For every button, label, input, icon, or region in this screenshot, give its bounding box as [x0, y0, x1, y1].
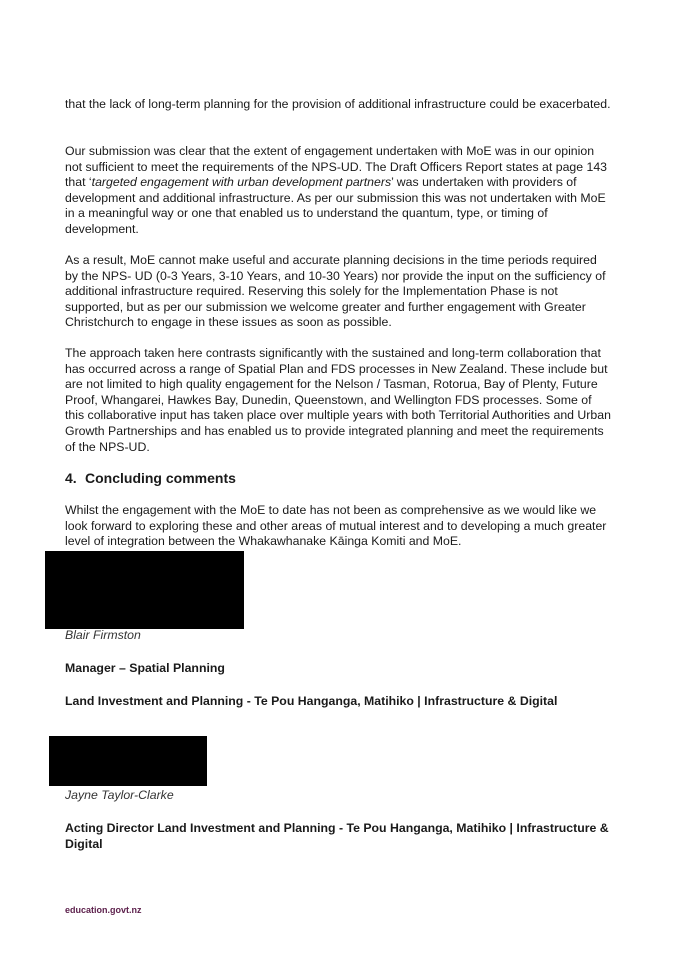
section-number: 4.: [65, 470, 77, 486]
paragraph-engagement-submission: [65, 144, 613, 238]
signatory-2-role: Acting Director Land Investment and Planning - Te Pou Hanganga, Matihiko | Infrastructure & Digital: [65, 821, 609, 851]
signatory-1-role: Manager – Spatial Planning: [65, 661, 225, 675]
paragraph-concluding-remarks: Whilst the engagement with the MoE to date has not been as comprehensive as we would like we look forward to exploring these and other areas of mutual interest and to developing a much greater level of integration between the Whakawhanake Kāinga Komiti and MoE.: [65, 503, 607, 549]
redacted-signature-2: [49, 736, 207, 786]
section-title: Concluding comments: [85, 470, 236, 486]
quoted-report-phrase: targeted engagement with urban development partners: [91, 175, 392, 190]
footer-website: education.govt.nz: [65, 905, 142, 915]
paragraph-engagement-text-start: Our submission was clear that the extent of engagement undertaken with MoE was in our opinion not sufficient to meet the requirements of the NPS-UD. The Draft Officers Report states at page 143 that ‘: [65, 144, 608, 190]
paragraph-planning-decisions: As a result, MoE cannot make useful and accurate planning decisions in the time periods required by the NPS- UD (0-3 Years, 3-10 Years, and 10-30 Years) nor provide the input on the sufficiency of additional infrastructure required. Reserving this solely for the Implementation Phase is not supported, but as per our submission we welcome greater and further engagement with Greater Christchurch to engage in these issues as soon as possible.: [65, 253, 606, 330]
signatory-1-name: Blair Firmston: [65, 628, 141, 642]
paragraph-infrastructure-planning: that the lack of long-term planning for the provision of additional infrastructure could be exacerbated.: [65, 97, 611, 111]
redacted-signature-1: [45, 551, 244, 629]
paragraph-collaboration-contrast: The approach taken here contrasts significantly with the sustained and long-term collaboration that has occurred across a range of Spatial Plan and FDS processes in New Zealand. These include but are not limited to high quality engagement for the Nelson / Tasman, Rotorua, Bay of Plenty, Future Proof, Whangarei, Hawkes Bay, Dunedin, Queenstown, and Wellington FDS processes. Some of this collaborative input has taken place over multiple years with both Territorial Authorities and Urban Growth Partnerships and has enabled us to provide integrated planning and meet the requirements of the NPS-UD.: [65, 346, 611, 454]
section-heading-concluding: [65, 470, 236, 486]
signatory-1-organisation: Land Investment and Planning - Te Pou Hanganga, Matihiko | Infrastructure & Digital: [65, 694, 558, 708]
paragraph-engagement-text-end: ’ was undertaken with providers of development and additional infrastructure. As per our submission this was not undertaken with MoE in a meaningful way or one that enabled us to understand the quantum, type, or timing of development.: [65, 175, 606, 236]
signatory-2-name: Jayne Taylor-Clarke: [65, 788, 174, 802]
